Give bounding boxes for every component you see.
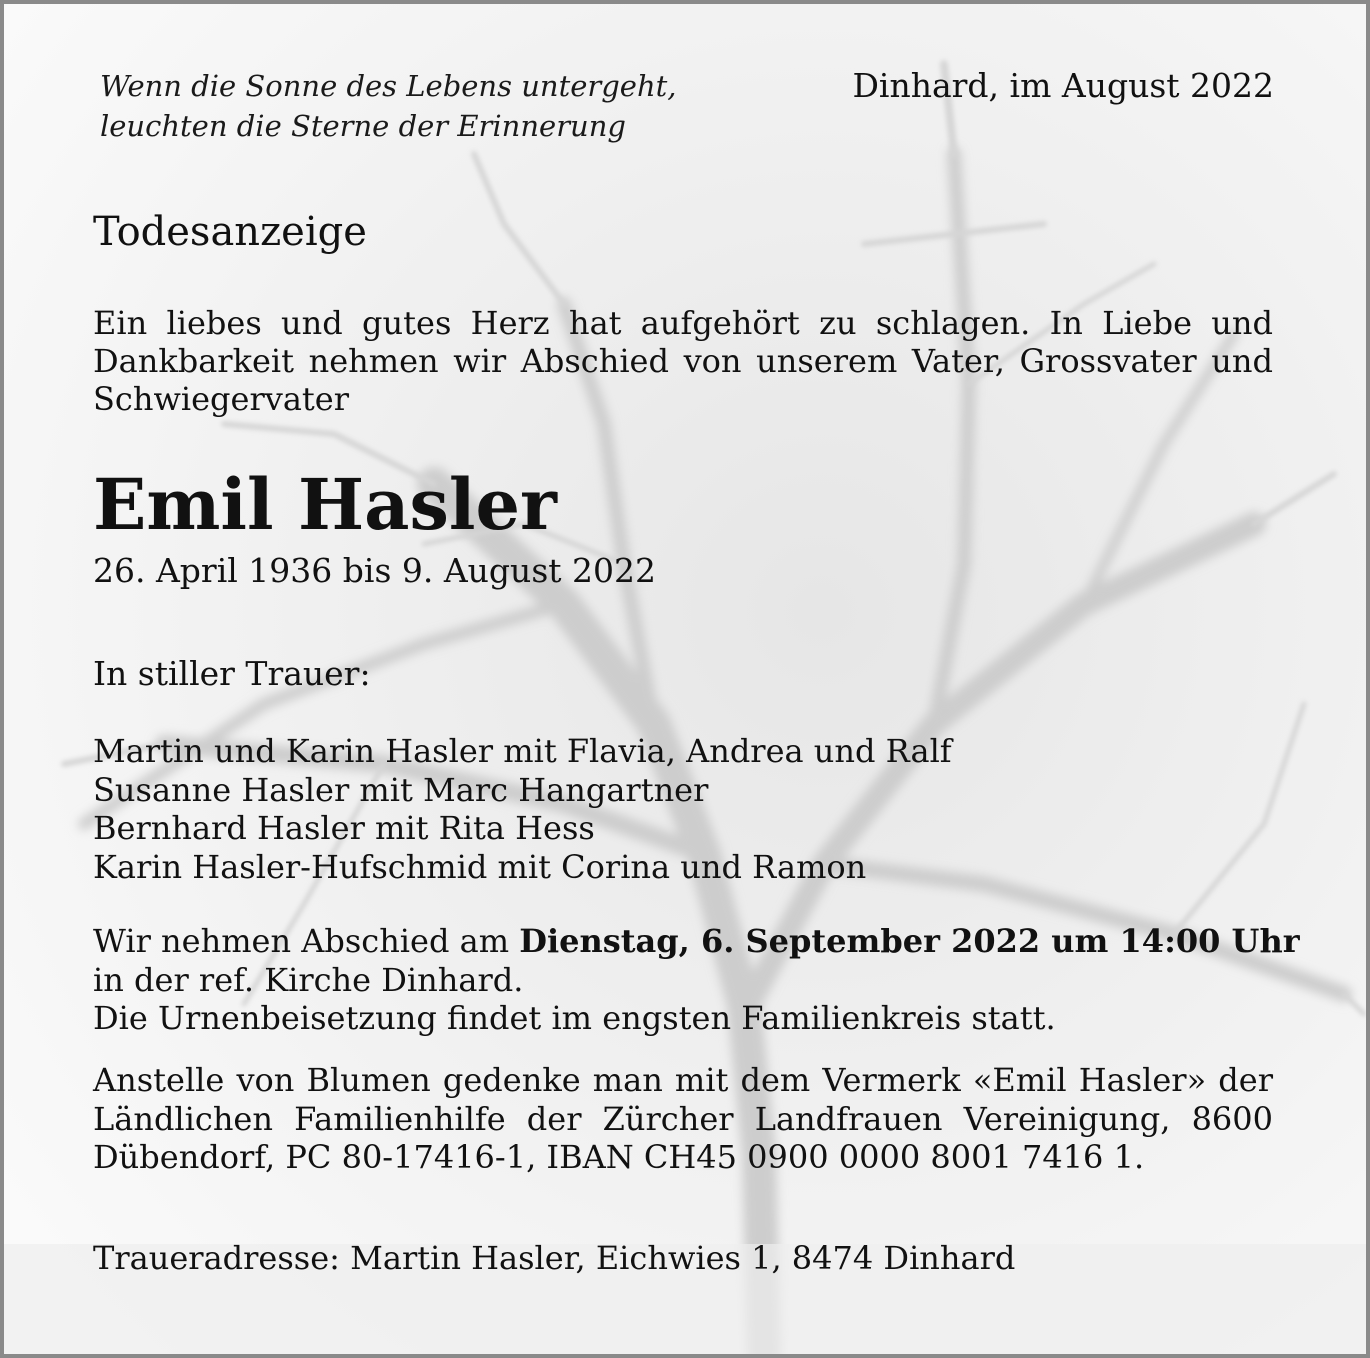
- place-and-date: Dinhard, im August 2022: [852, 66, 1274, 105]
- burial-note: Die Urnenbeisetzung findet im engsten Familienkreis statt.: [93, 999, 1056, 1037]
- intro-paragraph: Ein liebes und gutes Herz hat aufgehört zu schlagen. In Liebe und Dankbarkeit nehmen wir Abschied von unserem Vater, Grossvater und Schwiegervater: [93, 304, 1273, 418]
- family-member: Martin und Karin Hasler mit Flavia, Andrea und Ralf: [93, 732, 952, 770]
- page-title: Todesanzeige: [93, 209, 367, 255]
- service-datetime: Dienstag, 6. September 2022 um 14:00 Uhr: [519, 922, 1300, 960]
- service-details: [93, 922, 1300, 1038]
- service-line: [93, 922, 1300, 961]
- family-member: Susanne Hasler mit Marc Hangartner: [93, 770, 709, 809]
- motto-line-1: Wenn die Sonne des Lebens untergeht,: [100, 69, 677, 103]
- obituary-content: [4, 4, 1366, 1354]
- life-dates: 26. April 1936 bis 9. August 2022: [93, 551, 656, 590]
- family-member: Karin Hasler-Hufschmid mit Corina und Ramon: [93, 847, 867, 886]
- mourning-address: Traueradresse: Martin Hasler, Eichwies 1, 8474 Dinhard: [93, 1239, 1016, 1277]
- motto-quote: [100, 66, 677, 146]
- family-list: [93, 732, 952, 886]
- donation-paragraph: Anstelle von Blumen gedenke man mit dem Vermerk «Emil Hasler» der Ländlichen Familienhilfe der Zürcher Landfrauen Vereinigung, 8600 Dübendorf, PC 80-17416-1, IBAN CH45 0900 0000 8001 7416 1.: [93, 1061, 1273, 1176]
- service-prefix: Wir nehmen Abschied am: [93, 922, 520, 960]
- mourning-label: In stiller Trauer:: [93, 654, 371, 693]
- service-location: in der ref. Kirche Dinhard.: [93, 960, 524, 999]
- deceased-name: Emil Hasler: [93, 463, 557, 546]
- motto-line-2: leuchten die Sterne der Erinnerung: [100, 109, 626, 143]
- family-member: Bernhard Hasler mit Rita Hess: [93, 809, 595, 847]
